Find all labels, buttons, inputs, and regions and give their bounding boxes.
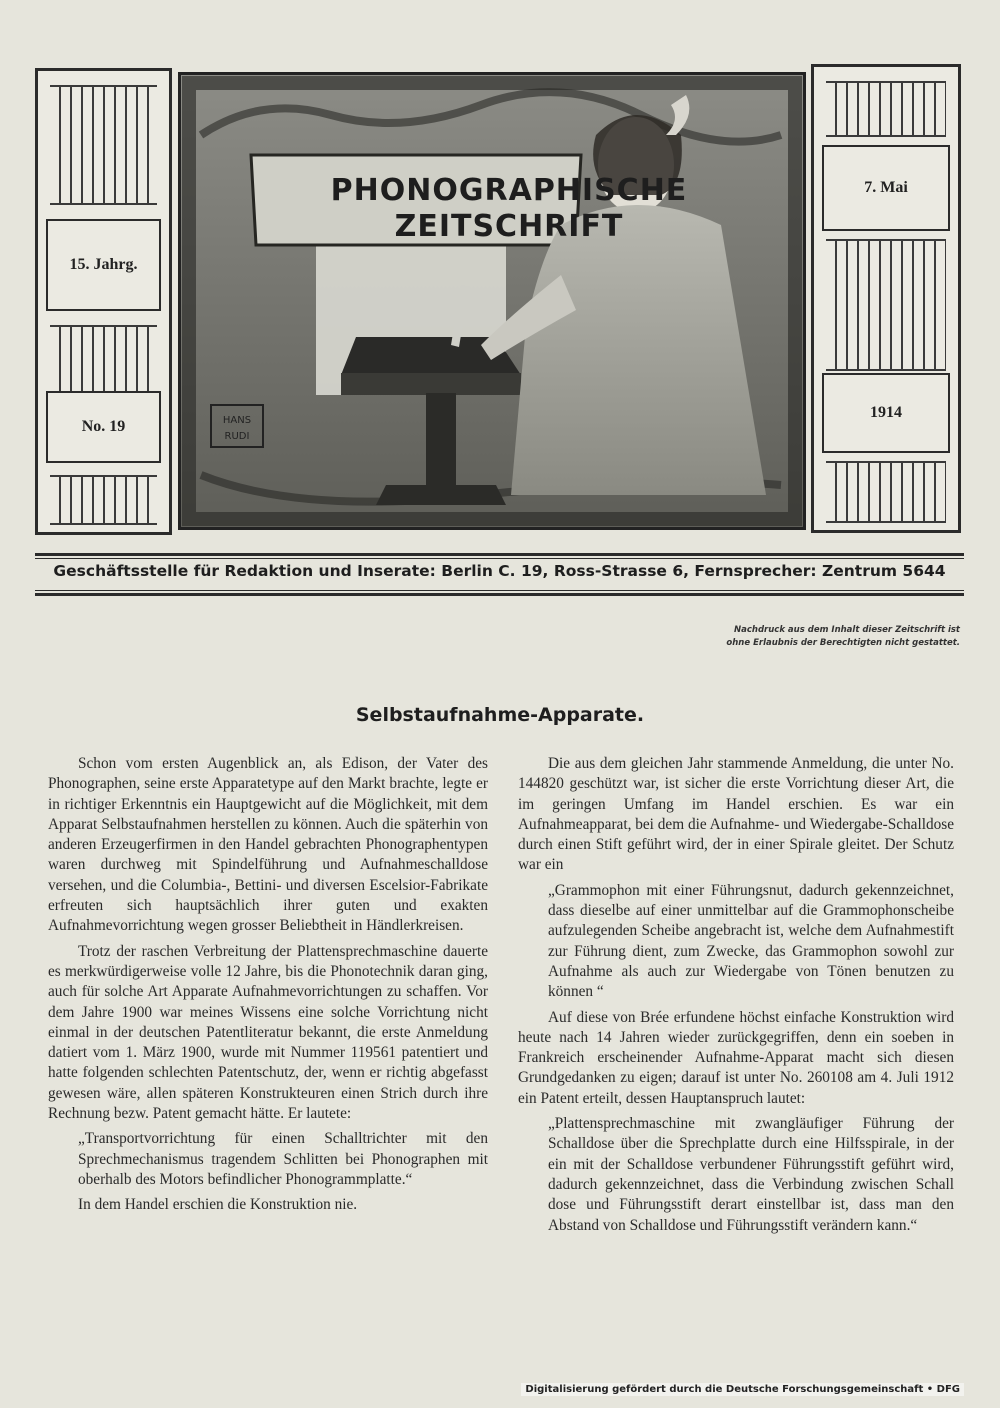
article-title: Selbstaufnahme-Apparate. [355, 704, 645, 726]
artist-signature-line2: RUDI [224, 431, 250, 442]
left-column [48, 754, 488, 1221]
publisher-address: Geschäftsstelle für Redaktion und Inserate: Berlin C. 19, Ross-Strasse 6, Fernsprecher: Zentrum 5644 [53, 562, 946, 580]
top-rule-thick [35, 553, 964, 556]
masthead-title-line1: PHONOGRAPHISCHE [330, 173, 688, 208]
right-side-frame [811, 64, 961, 533]
bottom-rule-thick [35, 593, 964, 596]
masthead-title-line2: ZEITSCHRIFT [394, 209, 624, 244]
reprint-notice-line1: Nachdruck aus dem Inhalt dieser Zeitschrift ist [734, 625, 960, 635]
reprint-notice [690, 624, 960, 650]
issue-number-label: No. 19 [46, 391, 161, 463]
volume-label: 15. Jahrg. [46, 219, 161, 311]
right-paragraph-2: Auf diese von Brée erfundene höchst einfache Konstruktion wird heute nach 14 Jahren wieder zurückgegriffen, denn ein soeben in Frankreich erscheinender Aufnahme-Apparat macht sich diesen Grundgedanken zu eigen; darauf ist unter No. 260108 am 4. Juli 1912 ein Patent erteilt, dessen Hauptanspruch lautet: [518, 1008, 954, 1107]
bottom-rule-thin [35, 590, 964, 591]
left-frame-stripes-top [50, 85, 157, 205]
left-patent-quote: „Transportvorrichtung für einen Schalltrichter mit den Sprechmechanismus tragendem Schlitten bei Phonographen mit oberhalb des Motors befindlicher Phonogrammplatte.“ [78, 1130, 488, 1188]
left-side-frame [35, 68, 172, 535]
cover-illustration [178, 72, 806, 530]
year-label: 1914 [822, 373, 950, 453]
left-paragraph-3: In dem Handel erschien die Konstruktion nie. [78, 1196, 358, 1214]
left-paragraph-1: Schon vom ersten Augenblick an, als Edison, der Vater des Phonographen, seine erste Apparatetype auf den Markt brachte, legte er in richtiger Erkenntnis ein Hauptgewicht auf die Möglichkeit, mit dem Apparat Selbstaufnahmen herstellen zu können. Auch die späterhin von anderen Erzeugerfirmen in den Handel gebrachten Phonographentypen waren durchweg mit Spindelführung und Aufnahmeschalldose versehen, und die Columbia-, Bettini- und diversen Escelsior-Fabrikate erfreuten sich hauptsächlich ihrer guten und exakten Aufnahmevorrichtung wegen grosser Beliebtheit in Händlerkreisen. [48, 755, 488, 935]
date-label: 7. Mai [822, 145, 950, 231]
cover-artwork [181, 75, 803, 527]
left-frame-stripes-bottom [50, 475, 157, 525]
right-paragraph-1: Die aus dem gleichen Jahr stammende Anmeldung, die unter No. 144820 geschützt war, ist sicher die erste Vorrichtung dieser Art, die im geringen Umfang im Handel erschien. Es war ein Aufnahmeapparat, bei dem die Aufnahme- und Wiedergabe-Schalldose durch einen Stift geführt wird, der in einer Spirale gleitet. Der Schutz war ein [518, 755, 954, 874]
right-frame-stripes-top [826, 81, 946, 137]
digitization-footer: Digitalisierung gefördert durch die Deutsche Forschungsgemeinschaft • DFG [521, 1383, 964, 1396]
right-patent-quote-2: „Plattensprechmaschine mit zwangläufiger Führung der Schalldose über die Sprechplatte durch eine Hilfsspirale, in der ein mit der Schalldose verbundener Führungsstift geführt wird, dadurch gekennzeichnet, dass die Verbindung zwischen Schall dose und Führungsstift derart einstellbar ist, dass man den Abstand von Schalldose und Führungsstift verändern kann.“ [548, 1115, 954, 1234]
right-column [518, 754, 954, 1241]
left-paragraph-2: Trotz der raschen Verbreitung der Plattensprechmaschine dauerte es merkwürdigerweise volle 12 Jahre, bis die Phonotechnik daran ging, auch für solche Art Apparate Aufnahmevorrichtungen zu schaffen. Vor dem Jahre 1900 war meines Wissens eine solche Vorrichtung nicht einmal in der deutschen Patentliteratur bekannt, die erste Anmeldung datiert vom 1. März 1900, wurde mit Nummer 119561 patentiert und hatte folgenden schlechten Patentschutz, der, wenn er richtig abgefasst gewesen wäre, allen späteren Konstrukteuren einen Strich durch ihre Rechnung bezw. Patent gemacht hätte. Er lautete: [48, 942, 488, 1123]
reprint-notice-line2: ohne Erlaubnis der Berechtigten nicht gestattet. [726, 638, 960, 648]
artist-signature-line1: HANS [222, 415, 252, 426]
right-patent-quote-1: „Grammophon mit einer Führungsnut, dadurch gekennzeichnet, dass dieselbe auf einer unmittelbar auf die Grammophonscheibe aufzulegenden Scheibe angebracht ist, welche dem Aufnahmestift zur Führung dient, zum Zwecke, das Grammophon sowohl zur Aufnahme als auch zur Wiedergabe von Tönen benutzen zu können “ [548, 881, 954, 1001]
top-rule-thin [35, 558, 964, 559]
right-frame-stripes-middle [826, 239, 946, 371]
right-frame-stripes-bottom [826, 461, 946, 523]
